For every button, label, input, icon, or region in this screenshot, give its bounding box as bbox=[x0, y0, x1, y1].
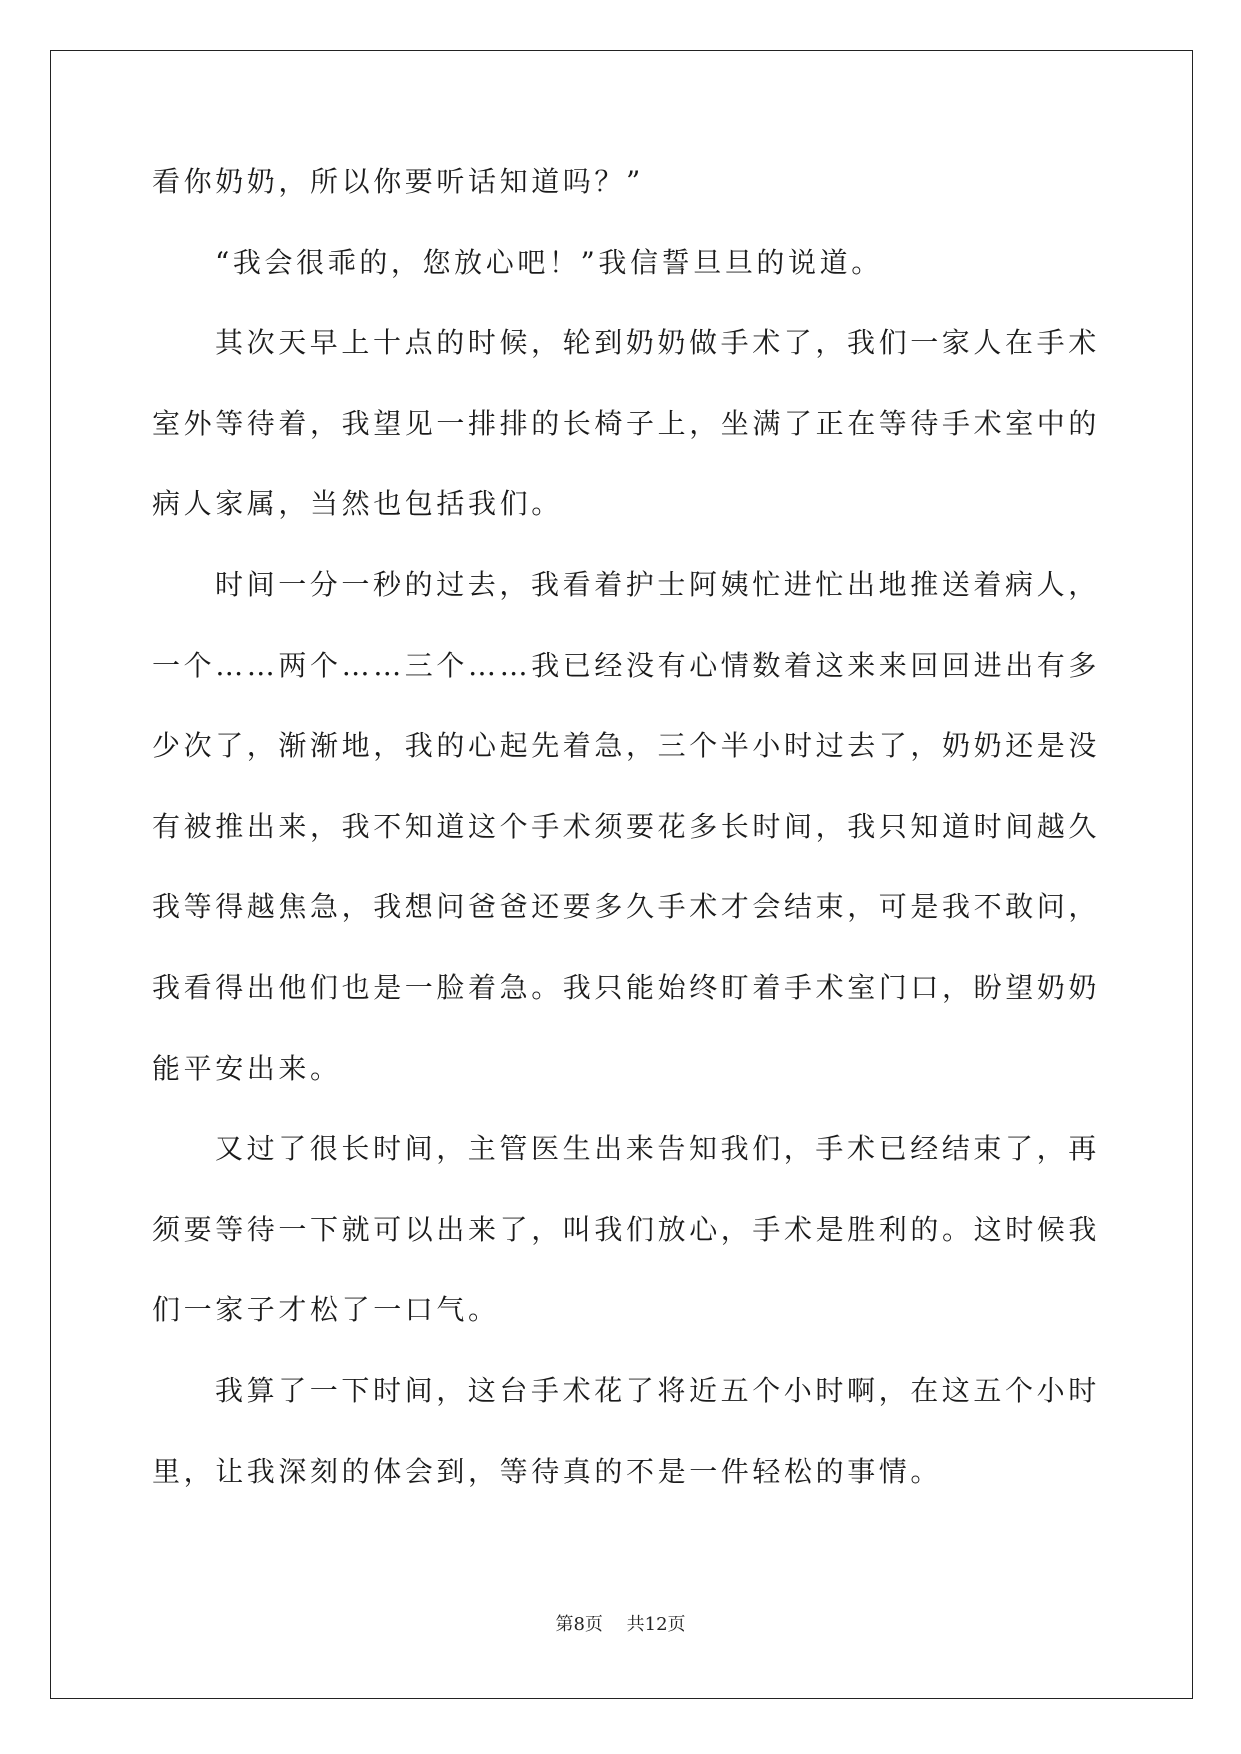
text-line: 时间一分一秒的过去，我看着护士阿姨忙进忙出地推送着病人， bbox=[215, 567, 1100, 601]
text-line: 看你奶奶，所以你要听话知道吗？” bbox=[152, 165, 644, 198]
text-line: 少次了，渐渐地，我的心起先着急，三个半小时过去了，奶奶还是没 bbox=[152, 729, 1101, 763]
text-line: 须要等待一下就可以出来了，叫我们放心，手术是胜利的。这时候我 bbox=[152, 1212, 1101, 1246]
text-line: “我会很乖的，您放心吧！”我信誓旦旦的说道。 bbox=[215, 245, 883, 279]
text-line: 们一家子才松了一口气。 bbox=[152, 1293, 500, 1327]
text-line: 室外等待着，我望见一排排的长椅子上，坐满了正在等待手术室中的 bbox=[152, 406, 1101, 440]
text-line: 又过了很长时间，主管医生出来告知我们，手术已经结束了，再 bbox=[215, 1132, 1100, 1166]
text-line: 能平安出来。 bbox=[152, 1051, 342, 1085]
page-number: 第8页 bbox=[555, 1614, 603, 1635]
page-footer bbox=[0, 1610, 1241, 1636]
text-line: 我算了一下时间，这台手术花了将近五个小时啊，在这五个小时 bbox=[215, 1373, 1100, 1407]
text-line: 我看得出他们也是一脸着急。我只能始终盯着手术室门口，盼望奶奶 bbox=[152, 970, 1101, 1004]
page-total: 共12页 bbox=[626, 1614, 686, 1635]
text-line: 一个……两个……三个……我已经没有心情数着这来来回回进出有多 bbox=[152, 648, 1101, 682]
text-line: 病人家属，当然也包括我们。 bbox=[152, 487, 563, 521]
text-line: 其次天早上十点的时候，轮到奶奶做手术了，我们一家人在手术 bbox=[215, 326, 1100, 360]
text-line: 里，让我深刻的体会到，等待真的不是一件轻松的事情。 bbox=[152, 1454, 943, 1488]
text-line: 我等得越焦急，我想问爸爸还要多久手术才会结束，可是我不敢问， bbox=[152, 890, 1101, 924]
document-body bbox=[152, 162, 1101, 1532]
text-line: 有被推出来，我不知道这个手术须要花多长时间，我只知道时间越久 bbox=[152, 809, 1101, 843]
